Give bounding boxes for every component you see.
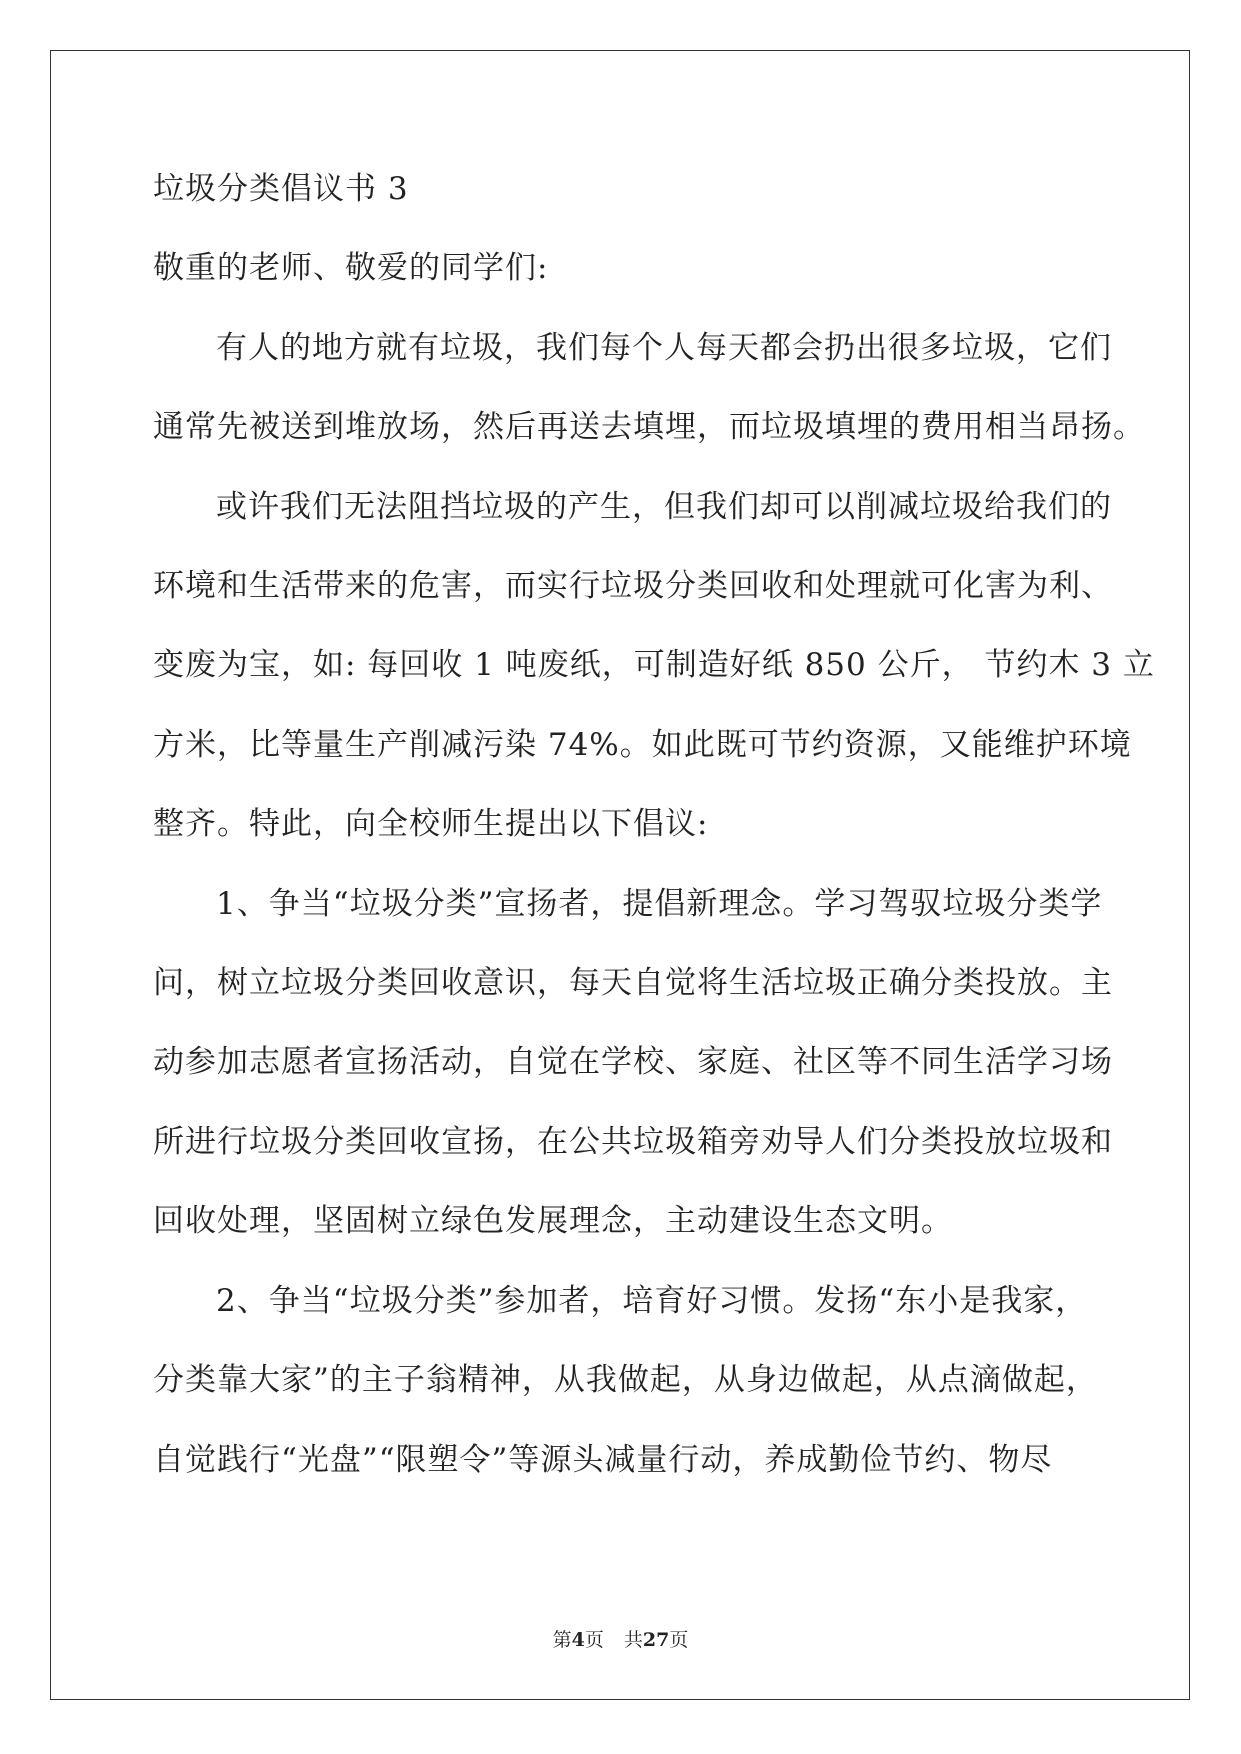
page-footer: [0, 1625, 1241, 1652]
body-line: 有人的地方就有垃圾，我们每个人每天都会扔出很多垃圾，它们: [216, 329, 1112, 366]
body-line: 分类靠大家”的主子翁精神，从我做起，从身边做起，从点滴做起，: [153, 1362, 1098, 1399]
body-line: 整齐。特此，向全校师生提出以下倡议:: [153, 806, 709, 843]
body-line: 通常先被送到堆放场，然后再送去填埋，而垃圾填埋的费用相当昂扬。: [153, 409, 1145, 446]
body-line: 环境和生活带来的危害，而实行垃圾分类回收和处理就可化害为利、: [153, 568, 1113, 605]
document-body: [153, 150, 1155, 1500]
body-line: 2、争当“垃圾分类”参加者，培育好习惯。发扬“东小是我家，: [216, 1282, 1088, 1319]
total-pages: 27: [642, 1629, 670, 1651]
body-text: [153, 309, 1155, 1500]
total-unit: 页: [669, 1629, 689, 1651]
body-line: 方米，比等量生产削减污染 74%。如此既可节约资源，又能维护环境: [153, 726, 1132, 763]
body-line: 动参加志愿者宣扬活动，自觉在学校、家庭、社区等不同生活学习场: [153, 1044, 1113, 1081]
body-line: 1、争当“垃圾分类”宣扬者，提倡新理念。学习驾驭垃圾分类学: [216, 885, 1103, 922]
body-line: 或许我们无法阻挡垃圾的产生，但我们却可以削减垃圾给我们的: [216, 488, 1112, 525]
body-line: 变废为宝，如: 每回收 1 吨废纸，可制造好纸 850 公斤， 节约木 3 立: [153, 647, 1155, 684]
salutation: 敬重的老师、敬爱的同学们:: [153, 250, 549, 287]
body-line: 所进行垃圾分类回收宣扬，在公共垃圾箱旁劝导人们分类投放垃圾和: [153, 1123, 1113, 1160]
page-number: 4: [571, 1629, 585, 1651]
document-title: 垃圾分类倡议书 3: [153, 171, 409, 207]
page-prefix: 第: [552, 1629, 572, 1651]
body-line: 自觉践行“光盘”“限塑令”等源头减量行动，养成勤俭节约、物尽: [153, 1441, 1053, 1478]
body-line: 回收处理，坚固树立绿色发展理念，主动建设生态文明。: [153, 1203, 953, 1240]
body-line: 问，树立垃圾分类回收意识，每天自觉将生活垃圾正确分类投放。主: [153, 965, 1113, 1002]
page-unit: 页: [584, 1629, 604, 1651]
total-prefix: 共: [623, 1629, 643, 1651]
